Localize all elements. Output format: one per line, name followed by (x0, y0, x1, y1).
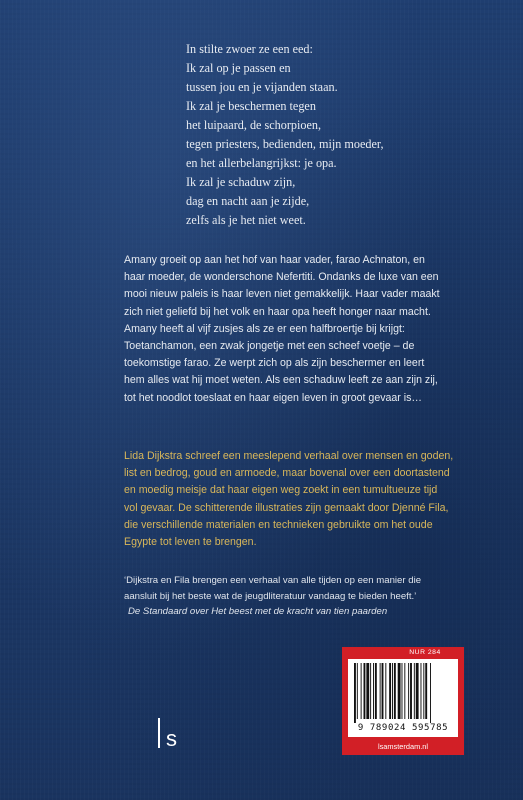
poem-line: tussen jou en je vijanden staan. (186, 80, 338, 94)
poem-line: het luipaard, de schorpioen, (186, 118, 322, 132)
barcode-bar (410, 663, 412, 719)
barcode-bar (385, 663, 386, 719)
barcode-bar (382, 663, 384, 719)
barcode-bar (373, 663, 374, 719)
barcode-panel (348, 659, 458, 737)
blurb-line: die verschillende materialen en technieken gebruikte om het oude (124, 518, 433, 531)
barcode-bar (394, 663, 396, 719)
blurb-line: Egypte tot leven te brengen. (124, 536, 257, 549)
barcode-bar (421, 663, 422, 719)
barcode-bar (408, 663, 409, 719)
barcode-bar (357, 663, 358, 719)
summary-line: hem alles wat hij moet weten. Als een schaduw leeft ze aan zijn zij, (124, 374, 438, 387)
barcode-bar (366, 663, 369, 719)
barcode-bar (392, 663, 393, 719)
summary-paragraph (124, 252, 480, 407)
barcode-bar (398, 663, 401, 719)
barcode-bar (354, 663, 356, 723)
barcode-bar (404, 663, 405, 719)
publisher-logo (158, 716, 198, 756)
logo-letter: s (166, 726, 177, 751)
poem-line: In stilte zwoer ze een eed: (186, 42, 313, 56)
poem-line: Ik zal je beschermen tegen (186, 99, 316, 113)
barcode-bar (389, 663, 391, 719)
poem-line: en het allerbelangrijkst: je opa. (186, 156, 337, 170)
barcode-bar (375, 663, 377, 719)
blurb-line: vol gevaar. De schitterende illustraties zijn gemaakt door Djenné Fila, (124, 501, 449, 514)
summary-line: zich niet geliefd bij het volk en haar opa heeft honger naar macht. (124, 305, 431, 318)
summary-line: Amany groeit op aan het hof van haar vader, farao Achnaton, en (124, 254, 425, 266)
barcode-bar (361, 663, 362, 719)
isbn-number: 9 789024 595785 (357, 723, 449, 733)
barcode-bar (370, 663, 371, 719)
barcode-bars (354, 663, 452, 723)
barcode-bar (416, 663, 419, 719)
summary-line: mooi nieuw paleis is haar leven niet gemakkelijk. Haar vader maakt (124, 288, 440, 301)
press-quote (124, 573, 494, 620)
barcode-bar (430, 663, 431, 723)
blurb-line: list en bedrog, goud en armoede, maar bovenal over een doortastend (124, 467, 450, 480)
barcode-bar (425, 663, 427, 719)
blurb-line: Lida Dijkstra schreef een meeslepend verhaal over mensen en goden, (124, 450, 454, 462)
barcode-bar (423, 663, 424, 719)
quote-source: De Standaard over Het beest met de kracht van tien paarden (128, 606, 388, 618)
barcode-bar (380, 663, 381, 719)
quote-line: aansluit bij het beste wat de jeugdliteratuur vandaag te bieden heeft.’ (124, 590, 417, 602)
logo-bar (158, 718, 160, 748)
barcode-bar (402, 663, 403, 719)
summary-line: Toetanchamon, een zwak jongetje met een scheef voetje – de (124, 340, 415, 353)
barcode-bar (414, 663, 415, 719)
publisher-website: lsamsterdam.nl (377, 742, 429, 751)
poem (186, 40, 486, 230)
barcode-bar (364, 663, 366, 719)
quote-line: ‘Dijkstra en Fila brengen een verhaal van alle tijden op een manier die (124, 575, 422, 586)
poem-line: Ik zal je schaduw zijn, (186, 175, 296, 189)
poem-line: tegen priesters, bedienden, mijn moeder, (186, 137, 384, 151)
poem-line: Ik zal op je passen en (186, 61, 291, 75)
summary-line: toekomstige farao. Ze werpt zich op als zijn beschermer en leert (124, 357, 425, 370)
author-blurb (124, 448, 484, 551)
poem-line: zelfs als je het niet weet. (186, 213, 306, 227)
summary-line: tot het noodlot toeslaat en haar eigen leven in groot gevaar is… (124, 391, 423, 404)
blurb-line: en moedig meisje dat haar eigen weg zoekt in een tumultueuze tijd (124, 484, 438, 497)
summary-line: haar moeder, de wonderschone Nefertiti. Ondanks de luxe van een (124, 271, 439, 284)
nur-code: NUR 284 (409, 649, 441, 656)
poem-line: dag en nacht aan je zijde, (186, 194, 310, 208)
summary-line: Amany heeft al vijf zusjes als ze er een halfbroertje bij krijgt: (124, 322, 405, 335)
